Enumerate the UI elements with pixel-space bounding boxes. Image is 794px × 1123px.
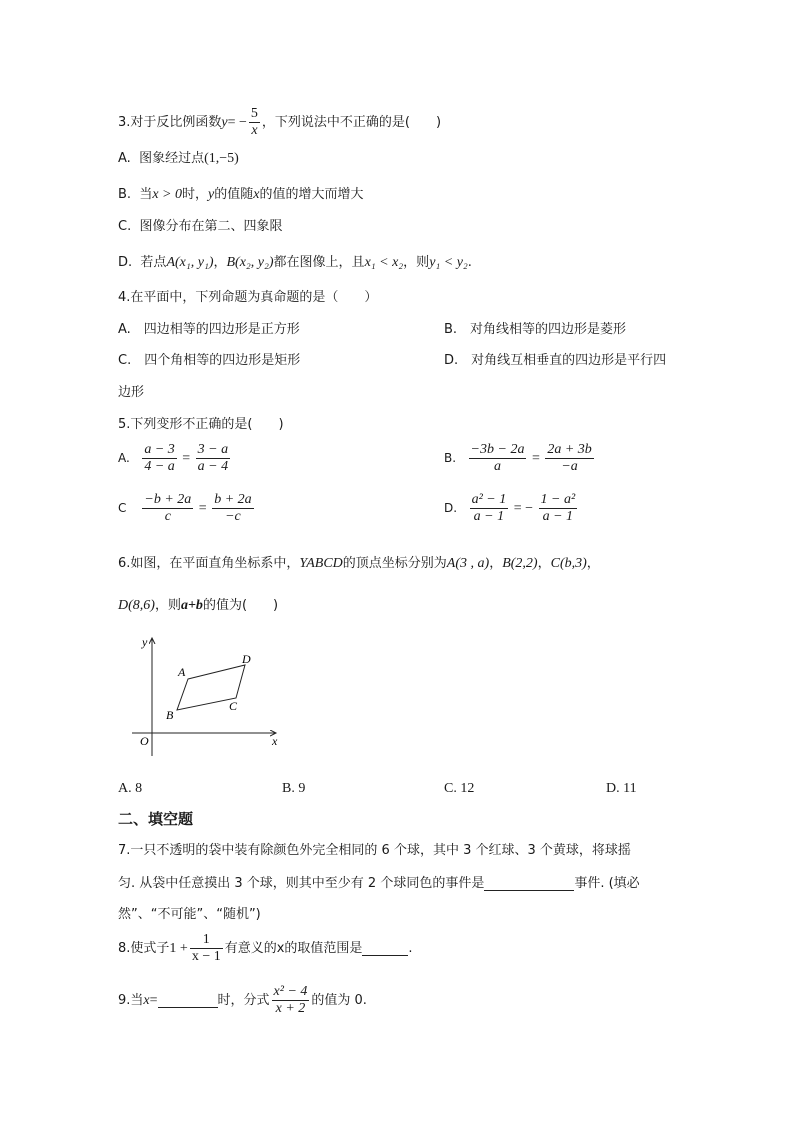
q8-fraction bbox=[190, 932, 223, 965]
q3-d-end: . bbox=[467, 255, 472, 270]
q5-a-left-den: 4 − a bbox=[144, 459, 175, 475]
axis-x-label: x bbox=[272, 734, 278, 748]
q3-b-post: 的值的增大而增大 bbox=[259, 187, 364, 202]
q9-den: x + 2 bbox=[275, 1001, 306, 1017]
q5-b-right-fraction bbox=[545, 442, 593, 475]
q6-option-b: B. 9 bbox=[282, 781, 306, 796]
vertex-b-label: B bbox=[166, 708, 174, 722]
q5-a-label: A. bbox=[118, 450, 130, 465]
q9-num: x² − 4 bbox=[272, 984, 310, 1001]
q9-eq: = bbox=[149, 993, 158, 1009]
q3-d-cond: x₁ < x₂ bbox=[364, 255, 404, 270]
q5-a-right-den: a − 4 bbox=[197, 459, 229, 475]
q9-line bbox=[118, 984, 367, 1017]
origin-label: O bbox=[140, 734, 149, 748]
q5-stem: 5.下列变形不正确的是( ) bbox=[118, 417, 284, 432]
vertex-d-label: D bbox=[242, 652, 251, 666]
q7-line1: 7.一只不透明的袋中装有除颜色外完全相同的 6 个球，其中 3 个红球、3 个黄球，将球摇 bbox=[118, 843, 631, 858]
q9-post: 的值为 0. bbox=[311, 993, 367, 1009]
q7-line2 bbox=[118, 877, 640, 891]
q5-a-left-fraction bbox=[142, 442, 176, 475]
axis-y-label: y bbox=[142, 635, 148, 649]
q3-d-pre: 若点 bbox=[140, 255, 167, 270]
q8-pre: 8.使式子 bbox=[118, 941, 170, 957]
q9-mid: 时，分式 bbox=[217, 993, 270, 1009]
q4-stem: 4.在平面中，下列命题为真命题的是（ ） bbox=[118, 290, 378, 305]
q3-d-sep: ， bbox=[213, 255, 227, 270]
q6-point-c: C(b,3) bbox=[550, 556, 587, 571]
q9-var: x bbox=[143, 993, 150, 1009]
q5-b-label: B. bbox=[444, 450, 457, 465]
q8-num: 1 bbox=[190, 932, 223, 949]
q3-b-mid: 时， bbox=[182, 187, 209, 202]
q3-func-eq: = − bbox=[227, 115, 247, 131]
q6-option-a: A. 8 bbox=[118, 781, 143, 796]
q3-d-label: D. bbox=[118, 255, 133, 270]
q5-d-left-fraction bbox=[470, 492, 509, 525]
q5-a-right-num: 3 − a bbox=[196, 442, 230, 459]
q3-b-x: x bbox=[253, 187, 260, 202]
vertex-c-label: C bbox=[229, 699, 238, 713]
q9-answer-blank[interactable] bbox=[158, 994, 218, 1008]
q3-b-pre: 当 bbox=[139, 187, 153, 202]
q3-option-b bbox=[118, 188, 364, 202]
q3-d-point-a: A(x₁, y₁) bbox=[166, 255, 214, 270]
q6-sep3: ， bbox=[586, 556, 600, 571]
q3-c-label: C. bbox=[118, 219, 132, 234]
q3-func-den: x bbox=[251, 123, 258, 139]
q8-answer-blank[interactable] bbox=[362, 942, 408, 956]
vertex-a-label: A bbox=[178, 665, 186, 679]
q3-a-label: A. bbox=[118, 151, 131, 166]
q6-pre: 6.如图，在平面直角坐标系中， bbox=[118, 556, 300, 571]
q3-a-text: 图象经过点 bbox=[139, 151, 205, 166]
q3-c-text: 图像分布在第二、四象限 bbox=[139, 219, 283, 234]
q3-func-lhs: y bbox=[221, 115, 228, 131]
q3-func-num: 5 bbox=[249, 106, 260, 123]
q3-option-d bbox=[118, 256, 472, 270]
q6-point-b: B(2,2) bbox=[502, 556, 538, 571]
q5-d-left-den: a − 1 bbox=[473, 509, 505, 525]
q4-option-d-cont: 边形 bbox=[118, 385, 145, 400]
q6-coordinate-figure bbox=[126, 632, 286, 762]
q5-b-left-num: −3b − 2a bbox=[469, 442, 527, 459]
q7-line2-post: 事件. (填必 bbox=[574, 876, 640, 891]
q4-option-b: B. 对角线相等的四边形是菱形 bbox=[444, 322, 627, 337]
q3-d-result: y₁ < y₂ bbox=[429, 255, 468, 270]
q6-stem-line2 bbox=[118, 599, 278, 613]
q8-end: . bbox=[408, 941, 413, 957]
q5-d-eq: = − bbox=[513, 500, 534, 516]
q5-a-left-num: a − 3 bbox=[142, 442, 176, 459]
q3-option-a bbox=[118, 152, 239, 166]
q3-stem-pre: 3.对于反比例函数 bbox=[118, 115, 222, 131]
q5-b-left-den: a bbox=[494, 459, 501, 475]
q5-d-left-num: a² − 1 bbox=[470, 492, 509, 509]
q9-pre: 9.当 bbox=[118, 993, 144, 1009]
q5-c-label: C bbox=[118, 500, 127, 515]
q3-option-c bbox=[118, 220, 283, 233]
q6-point-a: A(3 , a) bbox=[446, 556, 490, 571]
q6-option-c: C. 12 bbox=[444, 781, 475, 796]
q6-parallelogram: YABCD bbox=[299, 556, 343, 571]
q7-line3: 然”、“不可能”、“随机”) bbox=[118, 907, 261, 922]
q6-option-d: D. 11 bbox=[606, 781, 637, 796]
q5-c-left-fraction bbox=[142, 492, 193, 525]
q8-line bbox=[118, 932, 413, 965]
q5-b-left-fraction bbox=[469, 442, 527, 475]
q7-line2-pre: 匀. 从袋中任意摸出 3 个球，则其中至少有 2 个球同色的事件是 bbox=[118, 876, 485, 891]
q9-fraction bbox=[272, 984, 310, 1017]
q4-option-c: C. 四个角相等的四边形是矩形 bbox=[118, 353, 301, 368]
q4-option-a: A. 四边相等的四边形是正方形 bbox=[118, 322, 300, 337]
q7-answer-blank[interactable] bbox=[484, 877, 574, 891]
q8-post: 有意义的x的取值范围是 bbox=[224, 941, 363, 957]
q3-d-mid: 都在图像上，且 bbox=[273, 255, 365, 270]
q6-mid2: ，则 bbox=[154, 598, 181, 613]
q5-c-right-fraction bbox=[212, 492, 253, 525]
q5-option-c bbox=[118, 492, 256, 525]
q5-c-left-num: −b + 2a bbox=[142, 492, 193, 509]
q5-d-right-den: a − 1 bbox=[542, 509, 574, 525]
q6-sep1: ， bbox=[489, 556, 503, 571]
q8-one: 1 + bbox=[169, 941, 188, 957]
section-title: 二、填空题 bbox=[118, 810, 194, 828]
q6-point-d: D(8,6) bbox=[118, 598, 155, 613]
q5-b-right-den: −a bbox=[561, 459, 578, 475]
q3-stem bbox=[118, 106, 441, 139]
q5-b-eq: = bbox=[531, 450, 540, 466]
q5-c-left-den: c bbox=[164, 509, 171, 525]
q6-stem-line1 bbox=[118, 557, 600, 571]
q5-option-d bbox=[444, 492, 579, 525]
q5-d-label: D. bbox=[444, 500, 458, 515]
q6-post: 的值为( ) bbox=[202, 598, 279, 613]
q3-stem-post: ，下列说法中不正确的是( ) bbox=[261, 115, 442, 131]
q3-b-label: B. bbox=[118, 187, 132, 202]
q5-b-right-num: 2a + 3b bbox=[545, 442, 593, 459]
q5-option-b bbox=[444, 442, 596, 475]
q5-c-right-num: b + 2a bbox=[212, 492, 253, 509]
q5-d-right-fraction bbox=[539, 492, 578, 525]
q5-d-right-num: 1 − a² bbox=[539, 492, 578, 509]
q3-b-math: x > 0 bbox=[152, 187, 183, 202]
q5-c-eq: = bbox=[198, 500, 207, 516]
q6-mid: 的顶点坐标分别为 bbox=[342, 556, 447, 571]
q5-a-eq: = bbox=[182, 450, 191, 466]
q8-den: x − 1 bbox=[191, 949, 221, 965]
q4-option-d: D. 对角线互相垂直的四边形是平行四 bbox=[444, 353, 667, 368]
q5-a-right-fraction bbox=[196, 442, 230, 475]
q3-b-mid2: 的值随 bbox=[214, 187, 254, 202]
q6-sep2: ， bbox=[537, 556, 551, 571]
q3-d-point-b: B(x₂, y₂) bbox=[226, 255, 274, 270]
q6-expr: a+b bbox=[180, 598, 203, 613]
q5-c-right-den: −c bbox=[225, 509, 241, 525]
q3-d-then: ，则 bbox=[403, 255, 430, 270]
q3-b-y: y bbox=[208, 187, 215, 202]
q5-option-a bbox=[118, 442, 232, 475]
q3-func-fraction bbox=[249, 106, 260, 139]
q3-a-math: (1,−5) bbox=[204, 151, 239, 166]
